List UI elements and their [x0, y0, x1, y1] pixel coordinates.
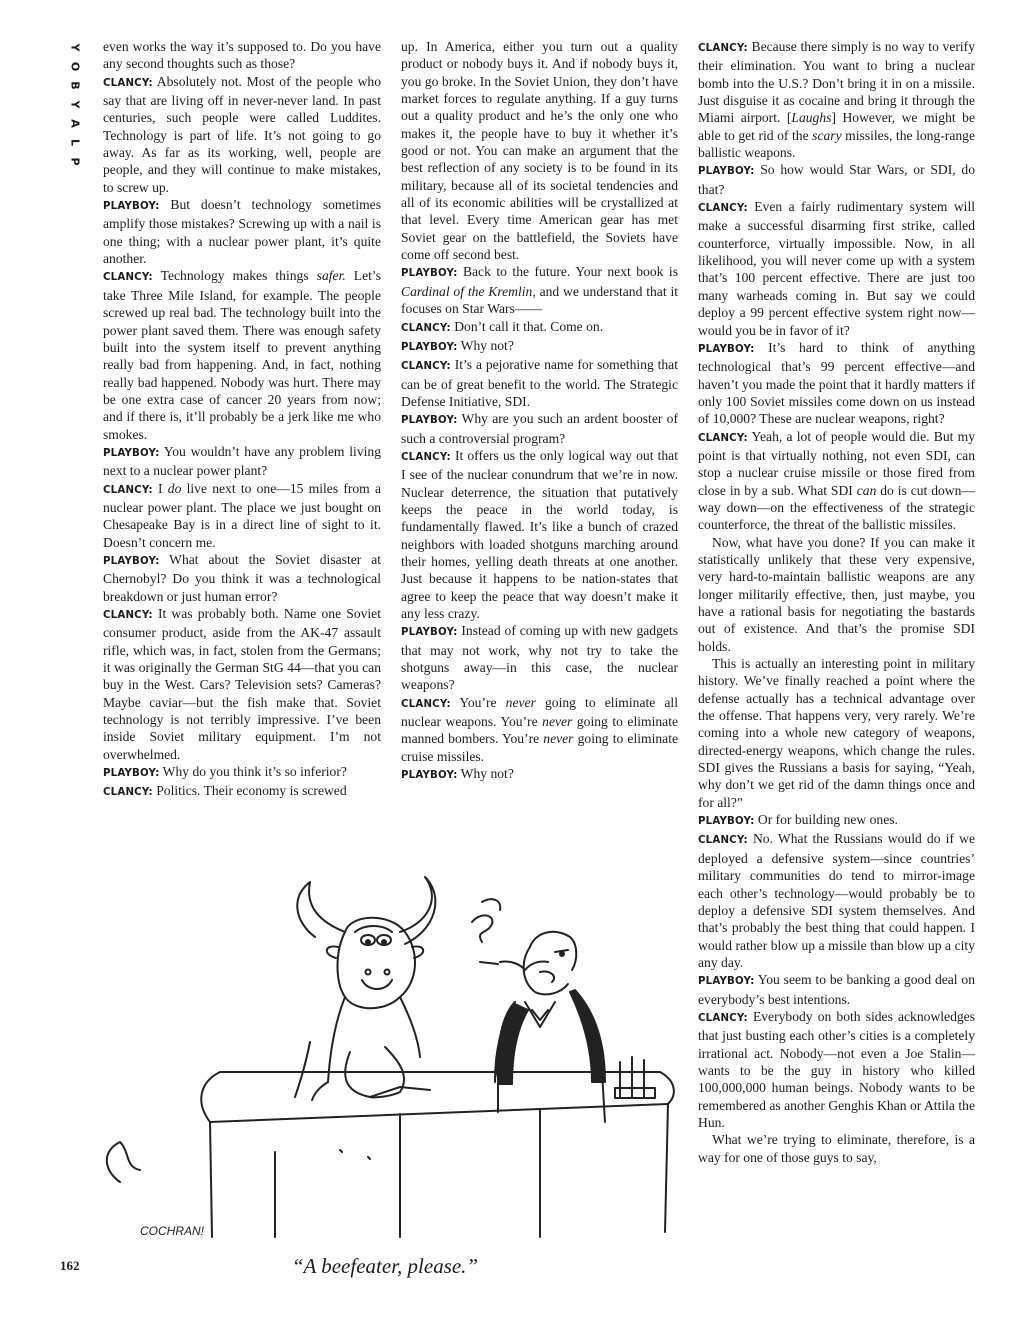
speaker-label: PLAYBOY:: [401, 770, 458, 782]
paragraph: CLANCY: Absolutely not. Most of the people who say that are living off in never-never land. In past centuries, such people were called Luddites. Technology is part of life. It’s not going to go away. As far as its working, well, people are people, and they will continue to make mistakes, to screw up.: [103, 73, 381, 195]
book-title: Cardinal of the Kremlin,: [401, 283, 536, 299]
speaker-label: CLANCY:: [401, 698, 451, 710]
paragraph: PLAYBOY: It’s hard to think of anything technological that’s 99 percent effective—and haven’t you made the point that it hardly matters if only 100 Soviet missiles come down on us instead of 10,000? These are nuclear weapons, right?: [698, 339, 975, 427]
speaker-label: PLAYBOY:: [698, 166, 755, 178]
paragraph: CLANCY: Don’t call it that. Come on.: [401, 318, 604, 334]
paragraph: CLANCY: Technology makes things safer. Let’s take Three Mile Island, for example. The people screwed up real bad. The technology built into the power plant saved them. There was enough safety built into the system itself to prevent anything really bad from happening. And, in fact, nothing really bad happened. Nobody was hurt. There may be one extra case of cancer 20 years from now; and if there is, it’ll probably be a jerk like me who smokes.: [103, 268, 381, 442]
speaker-label: PLAYBOY:: [103, 555, 160, 567]
artist-signature: COCHRAN!: [140, 1224, 205, 1238]
cartoon-illustration: [100, 852, 685, 1247]
speaker-label: CLANCY:: [401, 361, 451, 373]
text-column-1: [103, 38, 381, 802]
paragraph: PLAYBOY: Back to the future. Your next book is Cardinal of the Kremlin, and we understand that it focuses on Star Wars——: [401, 264, 679, 317]
paragraph: even works the way it’s supposed to. Do you have any second thoughts such as those?: [103, 39, 381, 72]
italic-emphasis: never: [542, 714, 573, 730]
paragraph: PLAYBOY: So how would Star Wars, or SDI, do that?: [698, 162, 975, 197]
logo-letter: L: [68, 138, 82, 146]
paragraph: CLANCY: No. What the Russians would do if we deployed a defensive system—since countries’ military communities do tend to mirror-image each other’s technology—would probably be to deploy a defensive SDI system themselves. And that’s probably the best thing that could happen. I would rather blow up a missile than blow up a city any day.: [698, 831, 975, 970]
paragraph: PLAYBOY: Why not?: [401, 337, 514, 353]
paragraph: PLAYBOY: Or for building new ones.: [698, 812, 898, 828]
paragraph: PLAYBOY: You wouldn’t have any problem living next to a nuclear power plant?: [103, 443, 381, 479]
italic-emphasis: Laughs: [791, 110, 832, 126]
paragraph: This is actually an interesting point in military history. We’ve finally reached a point where the defense actually has a technical advantage over the offense. That happens very, very rarely. We’re coming into a whole new category of weapons, directed-energy weapons, which change the rules. SDI gives the Russians a basis for saying, “Yeah, why don’t we get rid of the damn things once and for all?”: [698, 656, 975, 810]
bull-figure: [107, 877, 436, 1182]
italic-emphasis: scary: [812, 127, 842, 143]
paragraph: CLANCY: It was probably both. Name one Soviet consumer product, aside from the AK-47 assault rifle, which was, in fact, stolen from the Germans; it was originally the German StG 44—that you can buy in the West. Cars? Television sets? Cameras? Maybe caviar—but the fish make that. Soviet technology is not terribly impressive. I’ve been inside Soviet military equipment. I’m not overwhelmed.: [103, 606, 381, 762]
paragraph: CLANCY: Yeah, a lot of people would die. But my point is that virtually nothing, not even SDI, can stop a nuclear cruise missile or those fired from close in by a sub. What SDI can do is cut down—way down—on the effectiveness of the strategic counterforce, the threat of the ballistic missiles.: [698, 428, 975, 533]
speaker-label: CLANCY:: [103, 610, 153, 621]
speaker-label: PLAYBOY:: [103, 768, 160, 780]
paragraph: CLANCY: You’re never going to eliminate all nuclear weapons. You’re never going to eliminate manned bombers. You’re never going to eliminate cruise missiles.: [401, 694, 678, 764]
speaker-label: CLANCY:: [103, 787, 153, 799]
logo-letter: A: [68, 119, 82, 128]
paragraph: Now, what have you done? If you can make it statistically unlikely that these very expensive, very hard-to-maintain ballistic weapons are any longer militarily effective, then, just maybe, you have a rational basis for negotiating the bastards out of existence. And that’s the promise SDI holds.: [698, 534, 975, 654]
speaker-label: CLANCY:: [698, 432, 748, 444]
paragraph: CLANCY: I do live next to one—15 miles from a nuclear power plant. The place we just bought on Chesapeake Bay is in a direct line of sight to it. Doesn’t concern me.: [103, 480, 382, 550]
italic-emphasis: never: [543, 731, 574, 747]
logo-letter: O: [68, 61, 82, 72]
speaker-label: CLANCY:: [103, 77, 153, 89]
paragraph: PLAYBOY: You seem to be banking a good deal on everybody’s best intentions.: [698, 972, 975, 1007]
paragraph: PLAYBOY: Why are you such an ardent booster of such a controversial program?: [401, 411, 678, 446]
speaker-label: PLAYBOY:: [103, 201, 160, 213]
paragraph: up. In America, either you turn out a quality product or nobody buys it. And if nobody buys it, you go broke. In the Soviet Union, they don’t have market forces to regulate anything. If a guy turns out a quality product and he’s the only one who makes it, the people have to buy it whether it’s good or not. You can make an argument that the best reflection of any society is to be found in its military, because all of its societal tendencies and all of its economic abilities will be crystallized at that level. Every time American gear has met Soviet gear on the battlefield, the Soviets have come off second best.: [401, 39, 678, 263]
speaker-label: PLAYBOY:: [401, 415, 458, 427]
paragraph: CLANCY: It’s a pejorative name for something that can be of great benefit to the world. The Strategic Defense Initiative, SDI.: [401, 357, 678, 409]
speaker-label: CLANCY:: [401, 322, 451, 334]
logo-letter: Y: [68, 43, 82, 52]
speaker-label: PLAYBOY:: [401, 268, 458, 280]
italic-emphasis: do: [167, 480, 182, 496]
paragraph: PLAYBOY: But doesn’t technology sometimes amplify those mistakes? Screwing up with a nail is one thing; with a nuclear power plant, it’s quite another.: [103, 197, 381, 267]
text-column-2: [401, 38, 678, 784]
speaker-label: CLANCY:: [401, 451, 451, 463]
paragraph: PLAYBOY: Why not?: [401, 766, 514, 782]
speaker-label: CLANCY:: [698, 43, 748, 54]
paragraph: CLANCY: It offers us the only logical way out that I see of the nuclear conundrum that we’re in now. Nuclear deterrence, the situation that putatively keeps the peace in the world today, is fundamentally flawed. It’s like a bunch of crazed neighbors with loaded shotguns marching around their homes, yelling death threats at one another. Just because it happens to be nation-states that agree to keep the peace that way doesn’t make it any less crazy.: [401, 447, 678, 621]
speaker-label: PLAYBOY:: [401, 627, 458, 639]
speaker-label: CLANCY:: [698, 1012, 748, 1024]
cartoon-caption: “A beefeater, please.”: [291, 1254, 479, 1278]
paragraph: CLANCY: Everybody on both sides acknowledges that just busting each other’s cities is a completely irrational act. Nobody—not even a Joe Stalin—wants to be the guy in history who killed 100,000,000 human beings. Nobody wants to be remembered as another Genghis Khan or Attila the Hun.: [698, 1008, 975, 1130]
paragraph: CLANCY: Because there simply is no way to verify their elimination. You want to bring a nuclear bomb into the U.S.? Don’t bring it in on a missile. Just disguise it as cocaine and bring it through the Miami airport. [Laughs] However, we might be able to get rid of the scary missiles, the long-range ballistic weapons.: [698, 39, 975, 161]
bartender-figure: [472, 899, 605, 1122]
speaker-label: PLAYBOY:: [401, 341, 458, 353]
speaker-label: PLAYBOY:: [698, 816, 755, 828]
speaker-label: PLAYBOY:: [698, 976, 755, 988]
speaker-label: PLAYBOY:: [698, 343, 755, 355]
logo-letter: P: [68, 157, 82, 166]
speaker-label: CLANCY:: [698, 203, 748, 215]
italic-emphasis: never: [505, 694, 536, 710]
speaker-label: PLAYBOY:: [103, 447, 160, 459]
paragraph: CLANCY: Even a fairly rudimentary system will make a successful disarming first strike, called counterforce, virtually impossible. Now, in all likelihood, you will never come up with a system that’s 100 percent effective. There are just too many warheads coming in. But say we could deploy a 99 percent effective system right now—would you be in favor of it?: [698, 199, 975, 338]
speaker-label: CLANCY:: [103, 272, 153, 284]
paragraph: PLAYBOY: What about the Soviet disaster at Chernobyl? Do you think it was a technological breakdown or just human error?: [103, 551, 381, 604]
magazine-logo-vertical: [60, 38, 82, 171]
logo-letter: B: [68, 81, 82, 90]
italic-emphasis: can: [856, 482, 877, 498]
paragraph: PLAYBOY: Instead of coming up with new gadgets that may not work, why not try to take the shotguns away—in this case, the nuclear weapons?: [401, 623, 678, 693]
speaker-label: CLANCY:: [103, 484, 153, 496]
speaker-label: CLANCY:: [698, 835, 748, 847]
paragraph: CLANCY: Politics. Their economy is screwed: [103, 783, 347, 799]
paragraph: PLAYBOY: Why do you think it’s so inferior?: [103, 764, 347, 780]
text-column-3: [698, 38, 975, 1166]
page-number: 162: [60, 1258, 80, 1273]
logo-letter: Y: [68, 100, 82, 109]
paragraph: What we’re trying to eliminate, therefore, is a way for one of those guys to say,: [698, 1132, 975, 1165]
italic-emphasis: safer.: [316, 268, 346, 284]
